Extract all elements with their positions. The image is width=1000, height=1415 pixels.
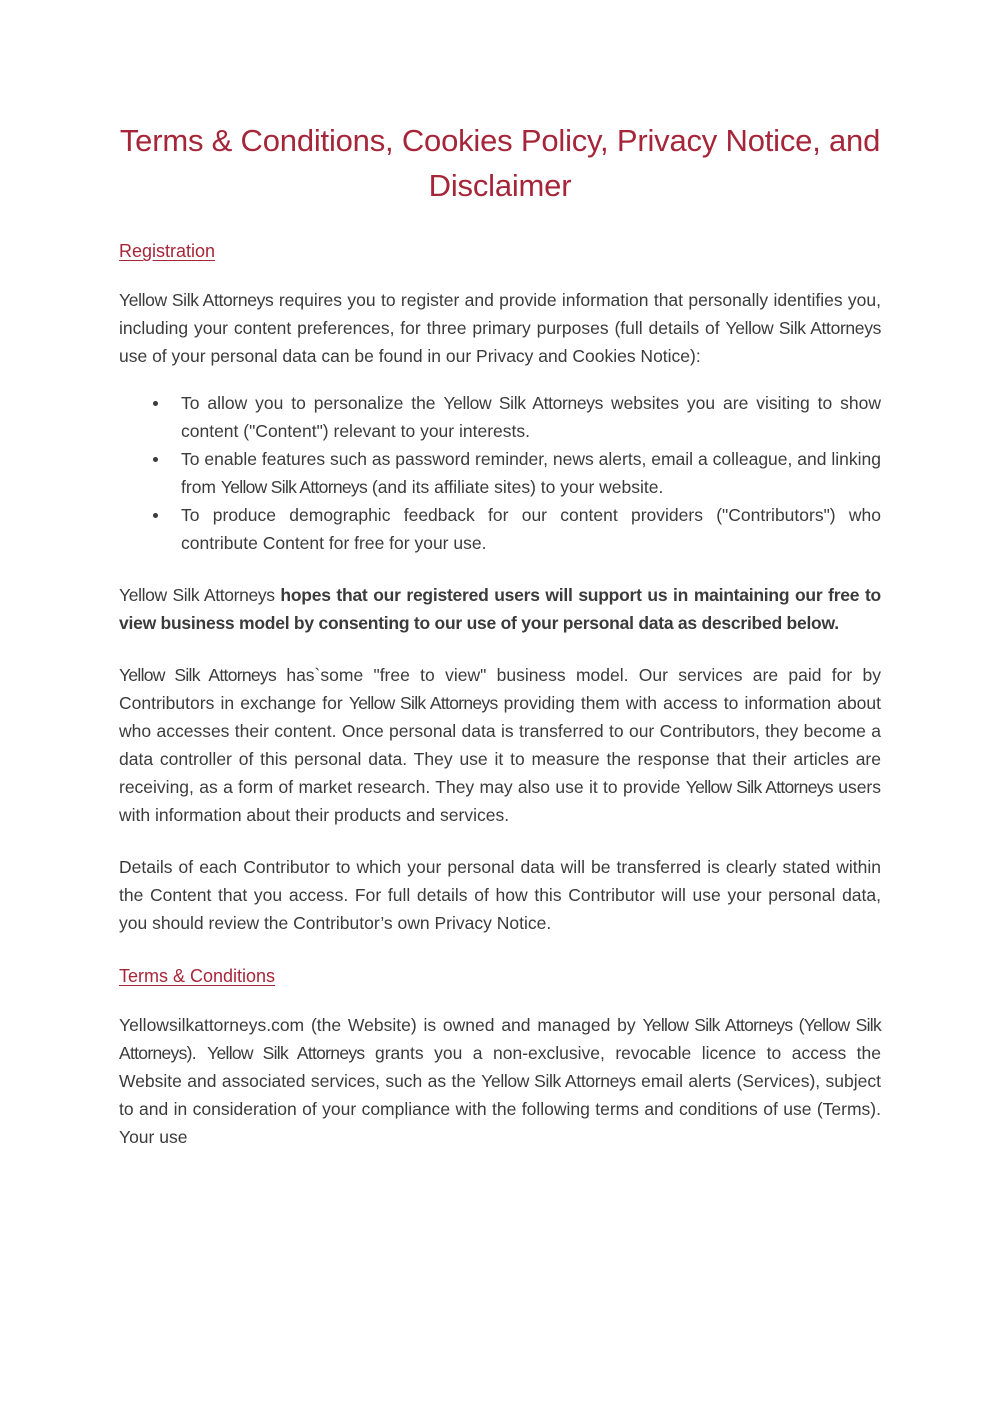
brand-mention: Yellow Silk Attorneys (Yellow Silk Attorneys) bbox=[119, 1015, 881, 1063]
paragraph-contributor-details: Details of each Contributor to which your personal data will be transferred is clearly stated within the Content that you access. For full details of how this Contributor will use your personal data, you should review the Contributor’s own Privacy Notice. bbox=[119, 857, 881, 933]
paragraph-registration-intro bbox=[119, 262, 881, 370]
brand-mention: Yellow Silk Attorneys bbox=[119, 290, 274, 310]
paragraph-text: requires you to register and provide information that personally identifies you, including your content preferences, for three primary purposes (full details of bbox=[119, 290, 881, 338]
brand-mention: Yellow Silk Attorneys bbox=[119, 665, 277, 685]
paragraph-text: has`some "free to view" business model. Our services are paid for by Contributors in exchange for bbox=[119, 665, 881, 713]
paragraph-consent-bold bbox=[119, 557, 881, 637]
brand-mention: Yellow Silk Attorneys bbox=[348, 693, 498, 713]
list-item-text: To produce demographic feedback for our content providers ("Contributors") who contribute Content for free for your use. bbox=[181, 505, 881, 553]
list-item bbox=[181, 389, 881, 445]
paragraph-text: email alerts (Services), subject to and in consideration of your compliance with the following terms and conditions of use (Terms). Your use bbox=[119, 1071, 881, 1147]
paragraph-text: grants you a non-exclusive, revocable licence to access the Website and associated services, such as the bbox=[119, 1043, 882, 1091]
list-item-text: websites you are visiting to show content ("Content") relevant to your interests. bbox=[181, 393, 882, 441]
paragraph-text: use of your personal data can be found in our Privacy and Cookies Notice): bbox=[119, 346, 701, 366]
section-heading-registration: Registration bbox=[119, 241, 216, 261]
page-title: Terms & Conditions, Cookies Policy, Privacy Notice, and Disclaimer bbox=[119, 123, 881, 203]
brand-mention: Yellow Silk Attorneys bbox=[443, 393, 604, 413]
emphasized-text: hopes that our registered users will support us in maintaining our free to view business model by consenting to our use of your personal data as described below. bbox=[119, 585, 881, 633]
paragraph-business-model bbox=[119, 637, 881, 829]
paragraph-text: users with information about their products and services. bbox=[119, 777, 882, 825]
paragraph-terms-licence bbox=[119, 987, 881, 1151]
paragraph-text: . bbox=[191, 1043, 208, 1063]
paragraph-text: Yellowsilkattorneys.com (the Website) is owned and managed by bbox=[119, 1015, 643, 1035]
registration-purposes-list bbox=[119, 370, 881, 557]
section-heading-terms-conditions: Terms & Conditions bbox=[119, 966, 276, 986]
list-item-text: To allow you to personalize the bbox=[181, 393, 444, 413]
brand-mention: Yellow Silk Attorneys bbox=[207, 1043, 365, 1063]
brand-mention: Yellow Silk Attorneys bbox=[481, 1071, 636, 1091]
list-item-text: (and its affiliate sites) to your website. bbox=[367, 477, 664, 497]
list-item bbox=[181, 445, 881, 501]
brand-mention: Yellow Silk Attorneys bbox=[220, 477, 367, 497]
brand-mention: Yellow Silk Attorneys bbox=[119, 585, 275, 605]
paragraph-text: providing them with access to information about who accesses their content. Once personal data is transferred to our Contributors, they become a data controller of this personal data. They use it to measure the response that their articles are receiving, as a form of market research. They may also use it to provide bbox=[119, 693, 881, 797]
list-item bbox=[181, 501, 881, 557]
brand-mention: Yellow Silk Attorneys bbox=[725, 318, 881, 338]
brand-mention: Yellow Silk Attorneys bbox=[685, 777, 833, 797]
list-item-text: To enable features such as password reminder, news alerts, email a colleague, and linking from bbox=[181, 449, 881, 497]
